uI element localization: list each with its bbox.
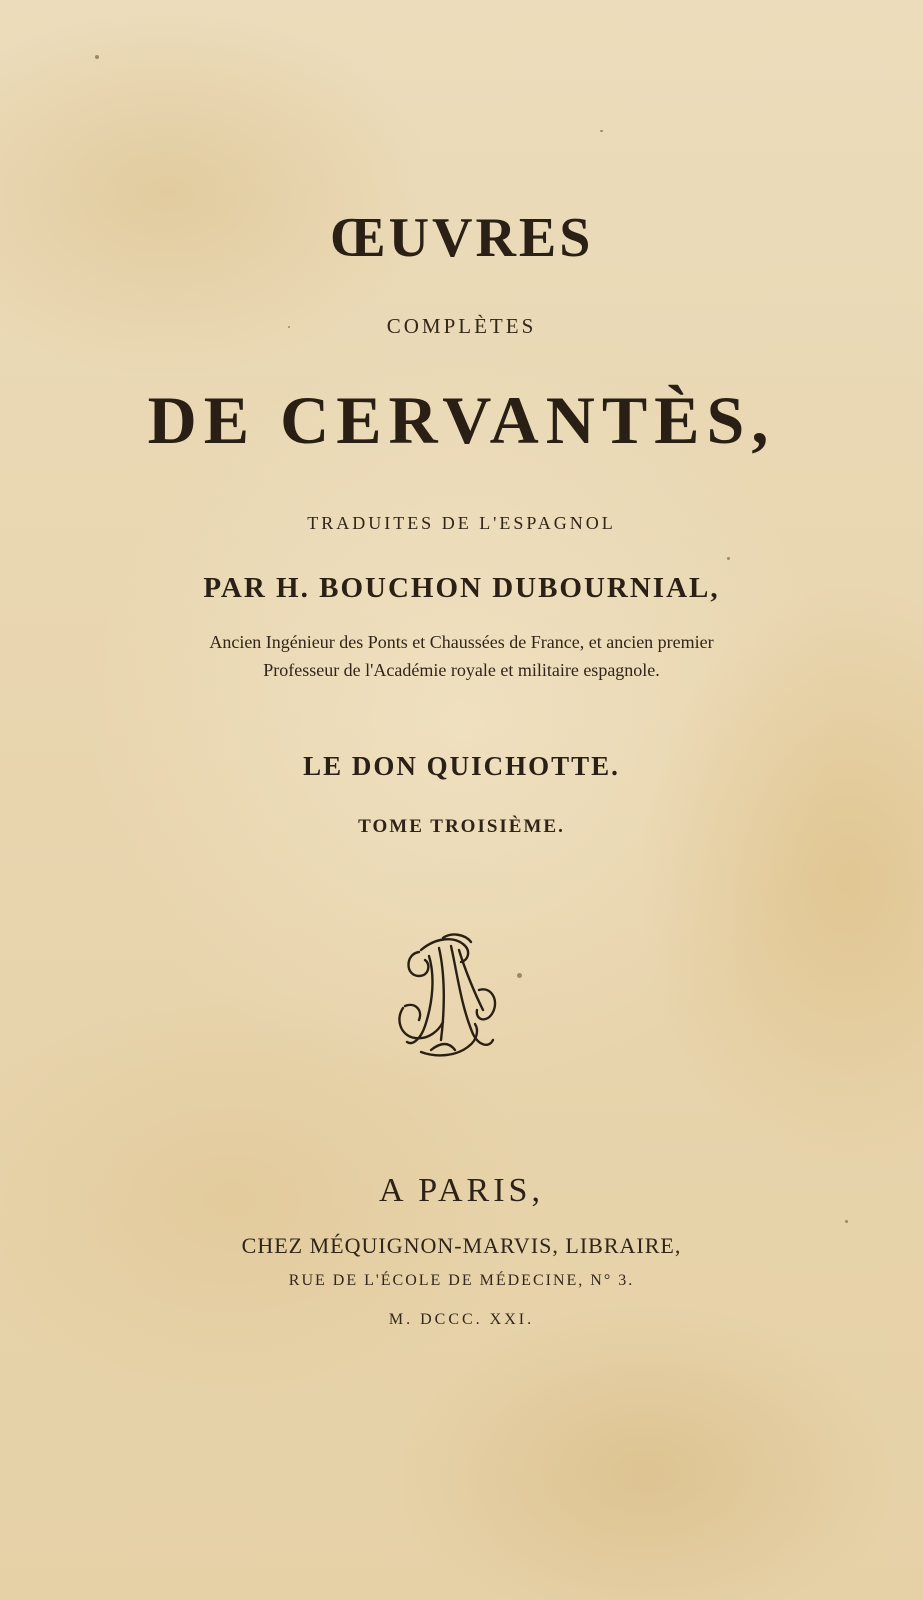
paper-speck — [517, 973, 522, 978]
publisher-monogram-icon — [391, 930, 506, 1060]
paper-speck — [600, 130, 603, 132]
imprint-address: RUE DE L'ÉCOLE DE MÉDECINE, N° 3. — [288, 1272, 635, 1289]
paper-speck — [95, 55, 99, 59]
imprint-publisher: CHEZ MÉQUIGNON-MARVIS, LIBRAIRE, — [241, 1233, 682, 1258]
translated-from-line: TRADUITES DE L'ESPAGNOL — [307, 513, 616, 533]
paper-speck — [288, 326, 290, 328]
credentials-line-1: Ancien Ingénieur des Ponts et Chaussées de France, et ancien premier — [209, 632, 714, 652]
translator-credentials — [0, 628, 923, 684]
imprint-date: M. DCCC. XXI. — [388, 1311, 535, 1328]
imprint-city: A PARIS, — [379, 1172, 544, 1209]
volume-number: TOME TROISIÈME. — [358, 816, 565, 837]
work-title: LE DON QUICHOTTE. — [303, 751, 620, 781]
paper-speck — [727, 557, 730, 560]
heading-oeuvres: ŒUVRES — [329, 207, 594, 269]
translator-name: PAR H. BOUCHON DUBOURNIAL, — [203, 572, 720, 604]
author-name: DE CERVANTÈS, — [147, 382, 776, 458]
credentials-line-2: Professeur de l'Académie royale et militaire espagnole. — [263, 660, 660, 680]
paper-speck — [845, 1220, 848, 1223]
subheading-completes: COMPLÈTES — [386, 314, 537, 338]
